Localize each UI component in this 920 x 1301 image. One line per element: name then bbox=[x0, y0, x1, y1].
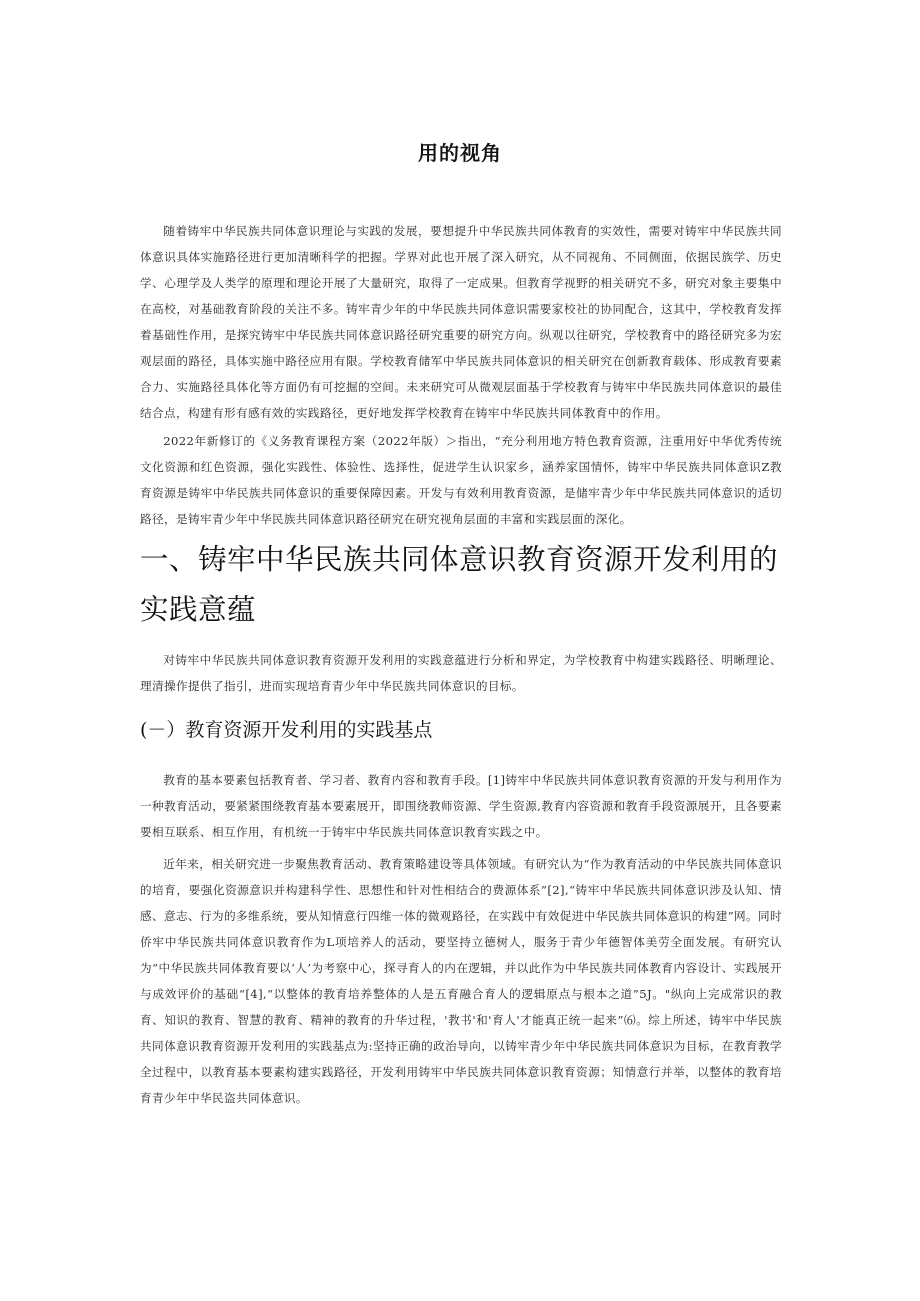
intro-paragraph-2: 2022年新修订的《义务教育课程方案（2022年版）＞指出，“充分利用地方特色教育资源，注重用好中华优秀传统文化资源和红色资源，强化实践性、体验性、选择性，促进学生认识家乡，涵养家国情怀，铸牢中华民族共同体意识Z教育资源是铸牢中华民族共同体意识的重要保障因素。开发与有效利用教育资源，是储牢青少年中华民族共同体意识的适切路径，是铸牢青少年中华民族共同体意识路径研究在研究视角层面的丰富和实践层面的深化。 bbox=[140, 434, 782, 526]
intro-paragraph-1: 随着铸牢中华民族共同体意识理论与实践的发展，要想提升中华民族共同体教育的实效性，需要对铸牢中华民族共同体意识具体实施路径进行更加清晰科学的把握。学界对此也开展了深入研究，从不同视角、不同侧面，依据民族学、历史学、心理学及人类学的原理和理论开展了大量研究，取得了一定成果。但教育学视野的相关研究不多，研究对象主要集中在高校，对基础教育阶段的关注不多。铸牢青少年的中华民族共同体意识需要家校社的协同配合，这其中，学校教育发挥着基础性作用，是探究铸牢中华民族共同体意识路径研究重要的研究方向。纵观以往研究，学校教育中的路径研究多为宏观层面的路径，具体实施中路径应用有限。学校教育储军中华民族共同体意识的相关研究在创新教育载体、形成教育要素合力、实施路径具体化等方面仍有可挖掘的空间。未来研究可从微观层面基于学校教育与铸牢中华民族共同体意识的最佳结合点，构建有形有感有效的实践路径，更好地发挥学校教育在铸牢中华民族共同体教育中的作用。 bbox=[140, 224, 782, 420]
subsection-paragraph-2: 近年来，相关研究进一步聚焦教育活动、教育策略建设等具体领域。有研究认为“作为教育活动的中华民族共同体意识的培育，要强化资源意识并构建科学性、思想性和针对性相结合的费源体系”[2],“铸牢中华民族共同体意识涉及认知、情感、意志、行为的多维系统，要从知情意行四维一体的微观路径，在实践中有效促进中华民族共同体意识的构建”网。同时侨牢中华民族共同体意识教育作为L项培养人的活动，要坚持立德树人，服务于青少年德智体美劳全面发展。有研究认为“中华民族共同体教育要以‘人’为考察中心，探寻育人的内在逻辑，并以此作为中华民族共同体教育内容设计、实践展开与成效评价的基础“[4],“以整体的教育培养整体的人是五育融合育人的逻辑原点与根本之道”5J。"纵向上完成常识的教育、知识的教育、智慧的教育、精神的教育的升华过程，'教书'和'育人'才能真正统一起来”⑹。综上所述，铸牢中华民族共同体意识教育资源开发利用的实践基点为:坚持正确的政治导向，以铸牢青少年中华民族共同体意识为目标，在教育教学全过程中，以教育基本要素构建实践路径，开发利用铸牢中华民族共同体意识教育资源；知情意行并举，以整体的教育培育青少年中华民盗共同体意识。 bbox=[140, 857, 782, 1105]
section-heading: 一、铸牢中华民族共同体意识教育资源开发利用的实践意蕴 bbox=[140, 543, 779, 626]
title-continuation: 用的视角 bbox=[418, 141, 502, 165]
subsection-heading: (－）教育资源开发利用的实践基点 bbox=[140, 719, 433, 741]
section-intro-paragraph: 对铸牢中华民族共同体意识教育资源开发利用的实践意蕴进行分析和界定，为学校教育中构建实践路径、明晰理论、理清操作提供了指引，进而实现培育青少年中华民族共同体意识的目标。 bbox=[140, 653, 782, 693]
subsection-paragraph-1: 教育的基本要素包括教育者、学习者、教育内容和教育手段。[1]铸牢中华民族共同体意识教育资源的开发与利用作为一种教育活动，要紧紧围绕教育基本要素展开，即围绕教师资源、学生资源,教育内容资源和教育手段资源展开，且各要素要相互联系、相互作用，有机统一于铸牢中华民族共同体意识教育实践之中。 bbox=[140, 773, 782, 839]
